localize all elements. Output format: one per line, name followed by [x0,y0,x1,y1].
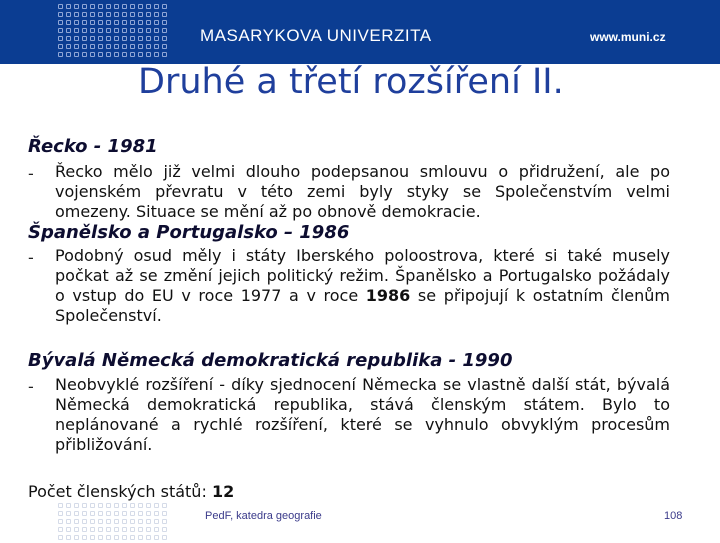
dot [66,4,71,9]
dot [162,535,167,540]
dot [90,36,95,41]
dot [114,28,119,33]
dot [98,511,103,516]
dot [130,44,135,49]
dot [162,28,167,33]
university-website: www.muni.cz [590,30,666,44]
dot [114,52,119,57]
dot [162,519,167,524]
dot [130,28,135,33]
dot [90,20,95,25]
page-number: 108 [664,510,683,522]
text-part: se připojují k ostatním členům Společenství. [55,286,671,325]
dot [58,4,63,9]
dot [162,52,167,57]
dot [114,511,119,516]
dot [82,20,87,25]
member-count [28,482,234,501]
dot [106,4,111,9]
dot [82,535,87,540]
dot [66,52,71,57]
dot [90,44,95,49]
dot [58,44,63,49]
dot [154,44,159,49]
dot [130,52,135,57]
dot [66,535,71,540]
dot [58,20,63,25]
dot [130,503,135,508]
section-heading-greece: Řecko - 1981 [28,136,158,157]
dot [138,36,143,41]
dot [82,4,87,9]
dot [66,511,71,516]
section-text-greece: Řecko mělo již velmi dlouho podepsanou smlouvu o přidružení, ale po vojenském převratu v této zemi byly styky se Společenstvím velmi omezeny. Situace se mění až po obnově demokracie. [55,162,670,221]
dot [146,36,151,41]
dot [138,12,143,17]
dot [162,527,167,532]
dot [106,519,111,524]
dot [74,20,79,25]
dot [138,28,143,33]
dot [130,511,135,516]
dot [74,511,79,516]
bullet-dash: - [28,377,34,396]
dot [154,36,159,41]
dot [122,519,127,524]
dot [106,527,111,532]
year-highlight: 1986 [365,286,411,305]
dot [82,44,87,49]
dot [122,12,127,17]
dot [122,511,127,516]
dot [106,511,111,516]
dot [74,4,79,9]
dot [146,527,151,532]
dot [154,503,159,508]
dot [98,527,103,532]
university-name: MASARYKOVA UNIVERZITA [200,26,432,45]
dot [162,36,167,41]
dot [90,511,95,516]
dot [106,535,111,540]
dot [90,535,95,540]
section-text-spain-portugal [55,246,670,326]
dot [98,12,103,17]
dot [138,519,143,524]
dot [74,527,79,532]
bullet-dash: - [28,248,34,267]
dot [130,519,135,524]
dot [146,4,151,9]
dot [114,535,119,540]
dot [82,28,87,33]
text-part: Podobný osud měly i státy Iberského poloostrova, které si také musely počkat až se změní jejich politický režim. Španělsko a Portugalsko požádaly o vstup do EU v roce 1977 a v roce [55,246,670,305]
dot [58,511,63,516]
dot [146,12,151,17]
dot [58,535,63,540]
dot [162,503,167,508]
dot [114,44,119,49]
dot [154,511,159,516]
dot [74,28,79,33]
dot [146,52,151,57]
dot [138,511,143,516]
dot [106,12,111,17]
dot [146,28,151,33]
dot [66,28,71,33]
dot [154,527,159,532]
dot [58,52,63,57]
slide-title: Druhé a třetí rozšíření II. [138,62,564,102]
dot [82,527,87,532]
logo-dot-grid [58,4,170,60]
section-heading-gdr: Bývalá Německá demokratická republika - 1990 [28,350,513,371]
dot [98,44,103,49]
dot [122,36,127,41]
dot [154,535,159,540]
dot [90,4,95,9]
dot [146,519,151,524]
dot [162,44,167,49]
dot [74,519,79,524]
dot [82,503,87,508]
dot [66,36,71,41]
dot [130,12,135,17]
dot [98,519,103,524]
dot [154,12,159,17]
dot [58,36,63,41]
dot [146,511,151,516]
dot [82,511,87,516]
dot [122,20,127,25]
dot [74,44,79,49]
dot [154,52,159,57]
dot [82,519,87,524]
dot [98,28,103,33]
dot [98,4,103,9]
dot [106,44,111,49]
dot [146,503,151,508]
dot [114,36,119,41]
dot [98,535,103,540]
dot [106,503,111,508]
dot [130,4,135,9]
dot [90,519,95,524]
dot [130,20,135,25]
section-heading-spain-portugal: Španělsko a Portugalsko – 1986 [28,222,350,243]
dot [122,503,127,508]
dot [154,519,159,524]
dot [154,20,159,25]
dot [90,503,95,508]
dot [154,28,159,33]
header-banner [0,0,720,64]
dot [138,20,143,25]
dot [74,36,79,41]
bullet-dash: - [28,164,34,183]
dot [146,20,151,25]
dot [66,527,71,532]
dot [98,503,103,508]
dot [82,52,87,57]
dot [58,12,63,17]
footer-department: PedF, katedra geografie [205,510,322,522]
dot [106,36,111,41]
dot [74,503,79,508]
dot [138,4,143,9]
dot [74,535,79,540]
dot [98,36,103,41]
dot [74,52,79,57]
dot [146,44,151,49]
dot [122,52,127,57]
dot [122,28,127,33]
dot [162,511,167,516]
dot [66,12,71,17]
dot [66,44,71,49]
dot [90,52,95,57]
dot [58,503,63,508]
dot [106,20,111,25]
dot [122,44,127,49]
dot [154,4,159,9]
member-count-value: 12 [211,482,235,501]
dot [162,12,167,17]
dot [66,503,71,508]
dot [82,36,87,41]
dot [106,28,111,33]
dot [122,4,127,9]
dot [122,527,127,532]
dot [58,28,63,33]
dot [138,527,143,532]
dot [58,527,63,532]
dot [74,12,79,17]
dot [114,20,119,25]
dot [90,527,95,532]
dot [122,535,127,540]
member-count-label: Počet členských států: [28,482,207,501]
dot [90,28,95,33]
dot [138,503,143,508]
dot [106,52,111,57]
dot [130,36,135,41]
dot [114,503,119,508]
dot [114,12,119,17]
dot [114,4,119,9]
dot [98,52,103,57]
dot [66,20,71,25]
dot [114,519,119,524]
dot [130,535,135,540]
dot [146,535,151,540]
dot [90,12,95,17]
section-text-gdr: Neobvyklé rozšíření - díky sjednocení Německa se vlastně další stát, bývalá Německá demokratická republika, stává členským státem. Bylo to neplánované a rychlé rozšíření, které se vyhnulo obvyklým procesům přibližování. [55,375,670,454]
dot [162,20,167,25]
dot [130,527,135,532]
dot [138,535,143,540]
dot [82,12,87,17]
dot [162,4,167,9]
dot [114,527,119,532]
footer-dot-grid [58,503,170,543]
dot [98,20,103,25]
dot [66,519,71,524]
dot [138,44,143,49]
dot [138,52,143,57]
dot [58,519,63,524]
